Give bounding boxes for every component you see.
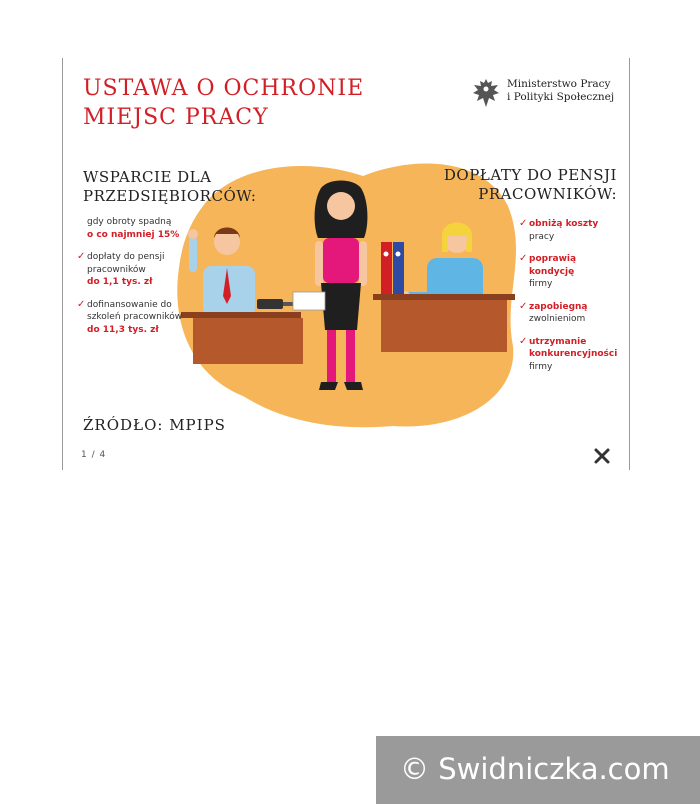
ministry-logo (471, 76, 621, 116)
bullet-highlight: do 1,1 tys. zł (87, 277, 153, 287)
check-icon: ✓ (519, 253, 528, 264)
bullet-text: firmy (529, 361, 553, 372)
list-item (519, 301, 623, 326)
infographic-slide (62, 58, 630, 470)
list-item (519, 218, 623, 243)
bullet-text: gdy obroty spadną (87, 217, 172, 227)
list-item (77, 216, 187, 241)
right-desk (373, 294, 515, 352)
left-desk (181, 312, 303, 364)
watermark (376, 736, 700, 804)
close-icon[interactable] (591, 445, 613, 467)
ministry-name-line-2: i Polityki Społecznej (507, 91, 615, 103)
bullet-highlight: poprawią kondycję (529, 254, 577, 277)
list-item (519, 253, 623, 291)
ministry-name-line-1: Ministerstwo Pracy (507, 78, 611, 90)
left-heading (83, 168, 256, 206)
eagle-emblem-icon (471, 76, 501, 110)
check-icon: ✓ (519, 335, 528, 347)
slide-title (83, 74, 364, 132)
right-heading-line-2: PRACOWNIKÓW: (478, 185, 617, 203)
check-icon: ✓ (77, 298, 86, 310)
slide-counter: 1 / 4 (81, 450, 107, 460)
left-heading-line-2: PRZEDSIĘBIORCÓW: (83, 187, 257, 205)
bullet-highlight: utrzymanie konkurencyjności (529, 336, 618, 359)
bullet-highlight: zapobiegną (529, 301, 588, 312)
right-heading-line-1: DOPŁATY DO PENSJI (443, 166, 617, 184)
bullet-text: pracy (529, 231, 555, 242)
bullet-text: dofinansowanie do szkoleń pracowników (87, 299, 183, 322)
title-line-1: USTAWA O OCHRONIE (83, 76, 365, 101)
list-item (77, 299, 187, 337)
bullet-highlight: obniżą koszty (529, 219, 599, 229)
list-item (77, 251, 187, 289)
bullet-text: dopłaty do pensji pracowników (87, 252, 165, 275)
left-heading-line-1: WSPARCIE DLA (83, 168, 212, 186)
right-bullet-list (519, 218, 623, 383)
left-bullet-list (77, 216, 187, 346)
bullet-highlight: do 11,3 tys. zł (87, 324, 159, 335)
check-icon: ✓ (519, 218, 528, 229)
check-icon: ✓ (77, 251, 86, 262)
check-icon: ✓ (519, 300, 528, 312)
bullet-text: zwolnieniom (529, 314, 586, 324)
right-heading (444, 166, 617, 204)
watermark-text: © Swidniczka.com (400, 752, 670, 786)
title-line-2: MIEJSC PRACY (83, 105, 269, 130)
list-item (519, 336, 623, 374)
bullet-highlight: o co najmniej 15% (87, 229, 180, 240)
bullet-text: firmy (529, 279, 553, 289)
source-caption: ŹRÓDŁO: MPIPS (83, 416, 226, 434)
